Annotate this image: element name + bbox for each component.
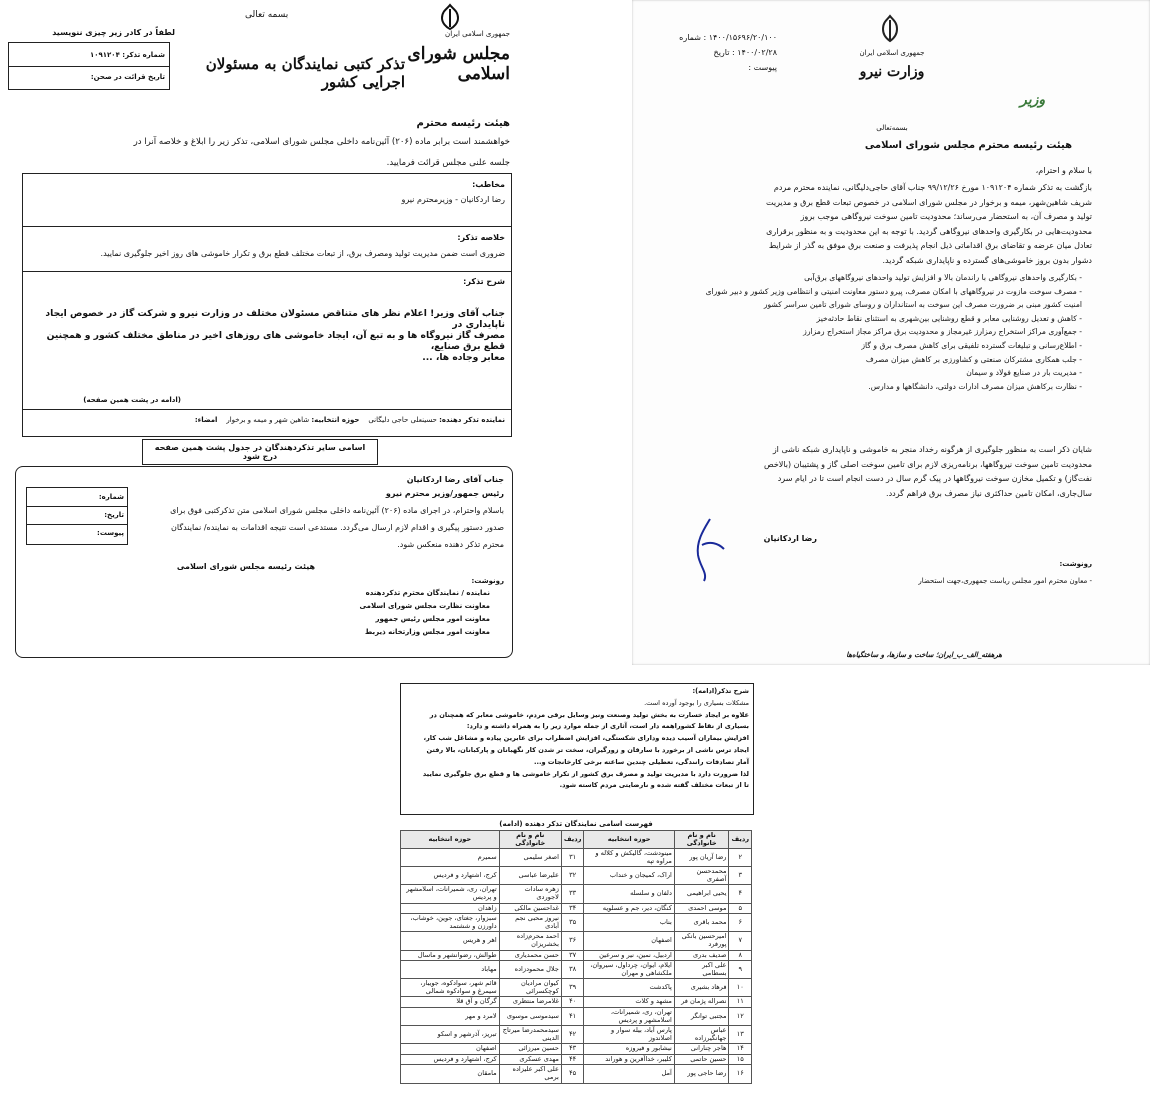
table-cell: پارس آباد، بیله سوار و اصلاندوز xyxy=(584,1026,674,1044)
table-cell: علی اکبر بسطامی xyxy=(674,961,729,979)
table-cell: ۳۷ xyxy=(561,950,584,961)
forward-to-title: رئیس جمهور/وزیر محترم نیرو xyxy=(385,489,504,498)
table-cell: فرهاد بشیری xyxy=(674,979,729,997)
letter-paragraph-2 xyxy=(687,443,1092,501)
letter-paragraph-1 xyxy=(687,181,1092,269)
table-row xyxy=(401,1044,752,1055)
cc-item: معاونت امور مجلس رئیس جمهور xyxy=(375,615,490,623)
parliament-emblem-icon xyxy=(430,3,470,31)
table-cell: مینودشت، گالیکش و کلاله و مراوه تپه xyxy=(584,849,674,867)
table-cell: ۹ xyxy=(729,961,752,979)
table-cell: ۱۴ xyxy=(729,1044,752,1055)
table-cell: ۶ xyxy=(729,914,752,932)
table-cell: موسی احمدی xyxy=(674,903,729,914)
bullet-item: - نظارت برکاهش میزان مصرف ادارات دولتی، دانشگاهها و مدارس. xyxy=(868,381,1082,391)
continuation-line: علاوه بر ایجاد خسارت به بخش تولید وصنعت ونیز وسایل برقی مردم، خاموشی معابر که همچنان در xyxy=(429,710,749,719)
emblem-caption: جمهوری اسلامی ایران xyxy=(859,49,925,57)
table-cell: اصغر سلیمی xyxy=(499,849,561,867)
table-cell: مهدی عسکری xyxy=(499,1054,561,1065)
table-cell: هاجر چنارانی xyxy=(674,1044,729,1055)
field-date: تاریخ: xyxy=(104,511,124,519)
p1-line: تولید و مصرف آن، به استحضار می‌رساند؛ محدودیت تامین سوخت نیروگاهی موجب بروز xyxy=(800,212,1092,222)
p2-line: نفت‌گاز) و تکمیل مخازن سوخت نیروگاهها در پیک گرم سال در دست انجام است تا در ایام سرد xyxy=(777,474,1092,484)
table-cell: حسن محمدیاری xyxy=(499,950,561,961)
col-header: ردیف xyxy=(561,831,584,849)
bullet-item: - بکارگیری واحدهای نیروگاهی با راندمان بالا و افزایش تولید واحدهای نیروگاههای برق‌آبی xyxy=(804,273,1082,282)
continuation-box xyxy=(400,683,754,815)
table-cell: یحیی ابراهیمی xyxy=(674,885,729,903)
table-cell: ۴۴ xyxy=(561,1054,584,1065)
others-note-box: اسامی سایر تذکردهندگان در جدول پشت همین صفحه درج شود xyxy=(142,439,378,465)
bullet-item: - مصرف سوخت مازوت در نیروگاههای با امکان مصرف، پیرو دستور معاونت امنیتی و انتظامی وزیر کشور و دبیر شورای امنیت کشور مبنی بر ضرورت مصرف این سوخت به استانداران و روسای شورای تامین سراسر کشور xyxy=(705,286,1082,310)
table-cell: ۳۹ xyxy=(561,979,584,997)
table-cell: رضا حاجی پور xyxy=(674,1065,729,1083)
table-cell: کرج، اشتهارد و فردیس xyxy=(401,867,500,885)
table-cell: نصراله پژمان فر xyxy=(674,997,729,1008)
description-label: شرح تذکر: xyxy=(463,277,505,286)
footer-line: هرهفته_الف_ب_ایران؛ ساخت و سازها، و ساختگیاه‌ها xyxy=(846,651,1002,659)
table-row xyxy=(401,1007,752,1025)
representatives-table xyxy=(400,830,752,1084)
table-cell: زهره سادات لاجوردی xyxy=(499,885,561,903)
table-cell: مامقان xyxy=(401,1065,500,1083)
p1-line: شریف شاهین‌شهر، میمه و برخوار در مجلس شورای اسلامی در خصوص تبعات قطع برق و مدیریت xyxy=(765,197,1092,207)
table-cell: نیروز محبی نجم آبادی xyxy=(499,914,561,932)
continuation-line: مشکلات بسیاری را بوجود آورده است. xyxy=(644,698,749,707)
col-header: ردیف xyxy=(729,831,752,849)
forward-to: جناب آقای رضا اردکانیان xyxy=(406,475,504,484)
table-cell: ۱۶ xyxy=(729,1065,752,1083)
summary-label: خلاصه تذکر: xyxy=(457,233,505,242)
p2-line: شایان ذکر است به منظور جلوگیری از هرگونه رخداد منجر به خاموشی و ناپایداری شبکه ناشی از xyxy=(772,445,1092,454)
table-cell: حسین حاتمی xyxy=(674,1054,729,1065)
table-cell: ۳۳ xyxy=(561,885,584,903)
table-row xyxy=(401,979,752,997)
p2-line: سال‌جاری، امکان تامین حداکثری نیاز مصرف برق فراهم گردد. xyxy=(886,488,1092,498)
forwarding-box xyxy=(15,466,513,658)
table-row xyxy=(401,997,752,1008)
parliament-logo-text: مجلس شورای اسلامی xyxy=(407,44,510,84)
table-cell: محمدحسن آصفری xyxy=(674,867,729,885)
table-row xyxy=(401,950,752,961)
letter-salute: با سلام و احترام، xyxy=(1035,166,1092,175)
table-cell: ۱۱ xyxy=(729,997,752,1008)
table-row xyxy=(401,1054,752,1065)
table-cell: غلامرضا منتظری xyxy=(499,997,561,1008)
table-cell: جلال محمودزاده xyxy=(499,961,561,979)
table-cell: کرج، اشتهارد و فردیس xyxy=(401,1054,500,1065)
table-row xyxy=(401,1065,752,1083)
table-cell: ۴ xyxy=(729,885,752,903)
table-cell: گرگان و آق قلا xyxy=(401,997,500,1008)
notice-number-box xyxy=(8,42,170,90)
description-line-1: جناب آقای وزیر! اعلام نظر های متناقض مسئولان مختلف در وزارت نیرو و شرکت گاز در خصوص ایجاد ناپایداری در xyxy=(45,308,505,330)
table-cell: پاکدشت xyxy=(584,979,674,997)
parliament-notice-document xyxy=(0,0,520,665)
ministry-reply-letter xyxy=(632,0,1150,665)
table-cell: ۱۳ xyxy=(729,1026,752,1044)
table-cell: قائم شهر، سوادکوه، جویبار، سیمرغ و سوادکوه شمالی xyxy=(401,979,500,997)
table-cell: مشهد و کلات xyxy=(584,997,674,1008)
p1-line: محدودیت‌هایی در بکارگیری واحدهای نیروگاهی گردید. با توجه به این محدودیت و به منظور برقراری xyxy=(766,226,1092,236)
table-cell: ۴۰ xyxy=(561,997,584,1008)
continuation-sheet xyxy=(400,683,752,1096)
cc-item: معاونت نظارت مجلس شورای اسلامی xyxy=(359,602,490,610)
table-cell: علیرضا عباسی xyxy=(499,867,561,885)
minister-word: وزیر xyxy=(1020,92,1046,108)
table-cell: سیدمحمدرضا میرتاج الدینی xyxy=(499,1026,561,1044)
table-cell: طوالش، رضوانشهر و ماسال xyxy=(401,950,500,961)
table-cell: ۴۵ xyxy=(561,1065,584,1083)
table-row xyxy=(401,849,752,867)
table-cell: ۷ xyxy=(729,932,752,950)
letter-meta: ۱۴۰۰/۱۵۶۹۶/۲۰/۱۰۰ : شماره ۱۴۰۰/۰۲/۲۸ : تاریخ پیوست : xyxy=(679,33,777,72)
logo-subtitle: جمهوری اسلامی ایران xyxy=(445,30,510,38)
continuation-line: آمار تصادفات رانندگی، تعطیلی چندین ساعته برخی کارخانجات و... xyxy=(533,757,749,766)
table-cell: اصفهان xyxy=(584,932,674,950)
table-cell: رضا آریان پور xyxy=(674,849,729,867)
bullet-item: - جلب همکاری مشترکان صنعتی و کشاورزی بر کاهش میزان مصرف xyxy=(865,354,1082,364)
table-cell: ایلام، ایوان، چرداول، سیروان، ملکشاهی و مهران xyxy=(584,961,674,979)
table-cell: سیدموسی موسوی xyxy=(499,1007,561,1025)
bullet-item: - اطلاع‌رسانی و تبلیغات گسترده تلفیقی برای کاهش مصرف برق و گاز xyxy=(861,340,1082,350)
table-cell: ۸ xyxy=(729,950,752,961)
rep-name: حسینعلی حاجی دلیگانی xyxy=(368,416,437,424)
table-cell: ۱۵ xyxy=(729,1054,752,1065)
table-cell: آمل xyxy=(584,1065,674,1083)
col-header: حوزه انتخابیه xyxy=(401,831,500,849)
table-cell: اردبیل، نمین، نیر و سرعین xyxy=(584,950,674,961)
table-cell: لامرد و مهر xyxy=(401,1007,500,1025)
date-label: تاریخ xyxy=(713,48,730,57)
forward-sign: هیئت رئیسه مجلس شورای اسلامی xyxy=(176,562,316,571)
table-cell: تهران، ری، شمیرانات، اسلامشهر و پردیس xyxy=(401,885,500,903)
table-cell: صدیف بدری xyxy=(674,950,729,961)
p1-line: بازگشت به تذکر شماره ۱۰۹۱۲۰۴ مورخ ۹۹/۱۲/۲۶ جناب آقای حاجی‌دلیگانی، نماینده محترم مردم xyxy=(773,183,1092,192)
basmala: بسمه تعالی xyxy=(245,10,289,20)
continuation-line: تا از تبعات مختلف گفته شده و نارضایتی مردم کاسته شود. xyxy=(559,781,749,790)
table-cell: ۳۱ xyxy=(561,849,584,867)
table-header-row xyxy=(401,831,752,849)
table-cell: ۴۱ xyxy=(561,1007,584,1025)
table-cell: زاهدان xyxy=(401,903,500,914)
table-cell: ۱۰ xyxy=(729,979,752,997)
cc-item: - معاون محترم امور مجلس ریاست جمهوری،جهت استحضار xyxy=(918,577,1092,585)
col-header: حوزه انتخابیه xyxy=(584,831,674,849)
table-cell: امیرحسین بانکی پورفرد xyxy=(674,932,729,950)
ministry-emblem-icon xyxy=(872,14,908,46)
p1-line: تعادل میان عرضه و تقاضای برق اقداماتی ذیل انجام پذیرفت و صنعت برق موفق به گذر از شرایط xyxy=(768,241,1092,251)
stamp-top-note: لطفاً در کادر زیر چیزی ننویسید xyxy=(52,28,175,37)
table-cell: ۴۲ xyxy=(561,1026,584,1044)
col-header: نام و نام خانوادگی xyxy=(674,831,729,849)
notice-body-box xyxy=(22,173,512,437)
table-cell: ۴۳ xyxy=(561,1044,584,1055)
table-cell: سمیرم xyxy=(401,849,500,867)
table-cell: اهر و هریس xyxy=(401,932,500,950)
bullet-item: - جمع‌آوری مراکز استخراج رمزارز غیرمجاز و محدودیت برق مراکز مجاز استخراج رمزارز xyxy=(803,327,1082,337)
letter-basmala: بسمه‌تعالی xyxy=(876,124,908,132)
table-cell: ۳۶ xyxy=(561,932,584,950)
table-row xyxy=(401,903,752,914)
table-cell: دلفان و سلسله xyxy=(584,885,674,903)
table-cell: ۳۸ xyxy=(561,961,584,979)
reading-date-label: تاریخ قرائت در صحن: xyxy=(90,73,165,81)
district-label: حوزه انتخابیه: xyxy=(311,416,360,424)
cc-item: نماینده / نمایندگان محترم تذکردهنده xyxy=(365,589,490,597)
table-cell: سبزوار، جغتای، جوین، خوشاب، داورزن و ششتمد xyxy=(401,914,500,932)
table-cell: بناب xyxy=(584,914,674,932)
table-cell: ۳۴ xyxy=(561,903,584,914)
table-cell: علی اکبر علیزاده برمی xyxy=(499,1065,561,1083)
table-row xyxy=(401,867,752,885)
continuation-line: لذا ضرورت دارد با مدیریت تولید و مصرف برق کشور از تکرار خاموشی ها و قطع برق جلوگیری نمایید xyxy=(422,769,749,778)
continuation-line: بسیاری از نقاط کشوراهمه دار است، آثاری از جمله موارد زیر را به همراه داشته و دارد: xyxy=(466,722,749,731)
summary-value: ضروری است ضمن مدیریت تولید ومصرف برق، از تبعات مختلف قطع برق و تکرار خاموشی های روز اخیر جلوگیری نمایید. xyxy=(100,249,505,258)
table-cell: اصفهان xyxy=(401,1044,500,1055)
table-cell: تبریز، آذرشهر و اسکو xyxy=(401,1026,500,1044)
notice-main-title: تذکر کتبی نمایندگان به مسئولان اجرایی کشور xyxy=(205,55,405,91)
table-cell: کیوان مرادیان کوچکسرائی xyxy=(499,979,561,997)
p1-line: دشوار بدون بروز خاموشی‌های گسترده و ناپایداری شبکه گردید. xyxy=(882,255,1092,265)
cc-title: رونوشت: xyxy=(471,577,504,585)
col-header: نام و نام خانوادگی xyxy=(499,831,561,849)
letter-heading: هیئت رئیسه محترم مجلس شورای اسلامی xyxy=(864,140,1072,151)
field-number: شماره: xyxy=(98,493,124,501)
continued-note: (ادامه در پشت همین صفحه) xyxy=(83,396,181,404)
continuation-line: ایجاد ترس ناشی از برخورد با سارقان و زورگیران، سخت تر شدن کار نگهبانان و پارکبانان، بالا رفتن xyxy=(426,745,749,754)
cc-item: معاونت امور مجلس وزارتخانه ذیربط xyxy=(364,628,490,636)
addressee-label: مخاطب: xyxy=(472,180,505,189)
registry-fields-box xyxy=(26,487,128,545)
table-title: فهرست اسامی نمایندگان تذکر دهنده (ادامه) xyxy=(499,820,653,828)
table-cell: مهاباد xyxy=(401,961,500,979)
table-cell: ۱۲ xyxy=(729,1007,752,1025)
attach-label: پیوست xyxy=(753,63,777,72)
table-cell: تهران، ری، شمیرانات، اسلامشهر و پردیس xyxy=(584,1007,674,1025)
forward-body-1: باسلام واحترام، در اجرای ماده (۲۰۶) آئین‌نامه داخلی مجلس شورای اسلامی متن تذکرکتبی فوق برای xyxy=(170,506,504,515)
table-row xyxy=(401,932,752,950)
greeting: هیئت رئیسه محترم xyxy=(416,118,510,129)
ministry-name: وزارت نیرو xyxy=(859,64,925,80)
continuation-line: افزایش بیماران آسیب دیده ودارای شکستگی، افزایش اضطراب برای عابرین پیاده و مشاغل شب کار، xyxy=(423,734,749,743)
district-value: شاهین شهر و میمه و برخوار xyxy=(226,416,310,424)
table-cell: غداحسین مالکی xyxy=(499,903,561,914)
table-cell: نیشابور و فیروزه xyxy=(584,1044,674,1055)
representative-row xyxy=(29,416,505,424)
table-cell: ۳۲ xyxy=(561,867,584,885)
notice-number: شماره تذکر: ۱۰۹۱۲۰۴ xyxy=(89,51,165,59)
table-cell: ۵ xyxy=(729,903,752,914)
rep-label: نماینده تذکر دهنده: xyxy=(439,416,505,424)
table-cell: ۳ xyxy=(729,867,752,885)
number-label: شماره xyxy=(679,33,701,42)
p2-line: محدودیت تامین سوخت نیروگاهها، برنامه‌ریزی لازم برای تامین سوخت اصلی گاز و پشتیبان (بالاخص xyxy=(764,459,1092,469)
table-cell: مجتبی توانگر xyxy=(674,1007,729,1025)
date-value: ۱۴۰۰/۰۲/۲۸ xyxy=(737,48,777,57)
table-cell: ۳۵ xyxy=(561,914,584,932)
addressee-value: رضا اردکانیان - وزیرمحترم نیرو xyxy=(401,195,505,204)
cc-title: رونوشت: xyxy=(1059,560,1092,568)
bullet-item: - مدیریت بار در صنایع فولاد و سیمان xyxy=(966,368,1082,378)
description-line-3: معابر وجاده ها، ... xyxy=(422,352,505,363)
table-cell: ۲ xyxy=(729,849,752,867)
table-cell: احمد محرم‌زاده بخشریزان xyxy=(499,932,561,950)
description-line-2: مصرف گاز نیروگاه ها و به تبع آن، ایجاد خاموشی های روزهای اخیر در مناطق مختلف کشور و همچنین قطع برق صنایع، xyxy=(46,330,505,352)
table-cell: محمد باقری xyxy=(674,914,729,932)
letter-bullets xyxy=(687,271,1082,393)
intro-line-1: خواهشمند است برابر ماده (۲۰۶) آئین‌نامه داخلی مجلس شورای اسلامی، تذکر زیر را ابلاغ و خلاصه آنرا در xyxy=(133,137,510,147)
field-attachment: پیوست: xyxy=(97,529,124,537)
table-row xyxy=(401,914,752,932)
intro-line-2: جلسه علنی مجلس قرائت فرمایید. xyxy=(386,158,510,168)
forward-body-2: صدور دستور پیگیری و اقدام لازم ارسال می‌گردد. مستدعی است نتیجه اقدامات به نماینده/ نمایندگان xyxy=(171,523,504,532)
bullet-item: - کاهش و تعدیل روشنایی معابر و قطع روشنایی بین‌شهری به استثنای نقاط حادثه‌خیز xyxy=(816,313,1082,323)
table-cell: اراک، کمیجان و خنداب xyxy=(584,867,674,885)
table-row xyxy=(401,885,752,903)
table-cell: کلیبر، خداآفرین و هوراند xyxy=(584,1054,674,1065)
table-row xyxy=(401,1026,752,1044)
signature-label: امضاء: xyxy=(194,416,218,424)
table-cell: حسین میرزائی xyxy=(499,1044,561,1055)
signature-mark xyxy=(682,515,732,585)
table-row xyxy=(401,961,752,979)
continuation-title: شرح تذکر(ادامه): xyxy=(692,687,749,695)
table-cell: عباس جهانگیرزاده xyxy=(674,1026,729,1044)
number-value: ۱۴۰۰/۱۵۶۹۶/۲۰/۱۰۰ xyxy=(708,33,777,42)
signer-name: رضا اردکانیان xyxy=(763,534,817,543)
table-cell: کنگان، دیر، جم و عسلویه xyxy=(584,903,674,914)
forward-body-3: محترم تذکر دهنده منعکس شود. xyxy=(397,540,504,549)
